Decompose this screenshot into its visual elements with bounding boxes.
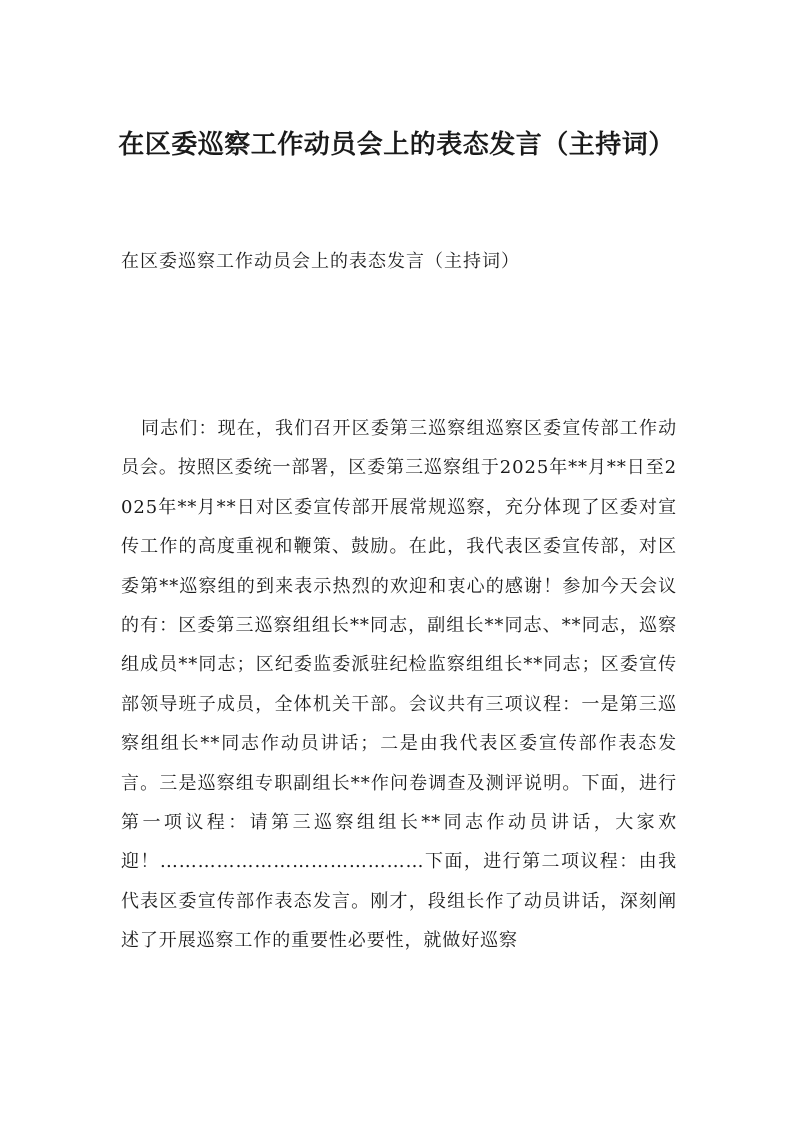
document-body-paragraph: 同志们：现在，我们召开区委第三巡察组巡察区委宣传部工作动员会。按照区委统一部署，区委第三巡察组于2025年**月**日至2025年**月**日对区委宣传部开展常规巡察，充分体现了区委对宣传工作的高度重视和鞭策、鼓励。在此，我代表区委宣传部，对区委第**巡察组的到来表示热烈的欢迎和衷心的感谢！参加今天会议的有：区委第三巡察组组长**同志，副组长**同志、**同志，巡察组成员**同志；区纪委监委派驻纪检监察组组长**同志；区委宣传部领导班子成员，全体机关干部。会议共有三项议程：一是第三巡察组组长**同志作动员讲话；二是由我代表区委宣传部作表态发言。三是巡察组专职副组长**作问卷调查及测评说明。下面，进行第一项议程：请第三巡察组组长**同志作动员讲话，大家欢迎！……………………………………下面，进行第二项议程：由我代表区委宣传部作表态发言。刚才，段组长作了动员讲话，深刻阐述了开展巡察工作的重要性必要性，就做好巡察 bbox=[121, 418, 677, 952]
document-title: 在区委巡察工作动员会上的表态发言（主持词） bbox=[118, 130, 675, 160]
document-subtitle: 在区委巡察工作动员会上的表态发言（主持词） bbox=[121, 251, 520, 272]
